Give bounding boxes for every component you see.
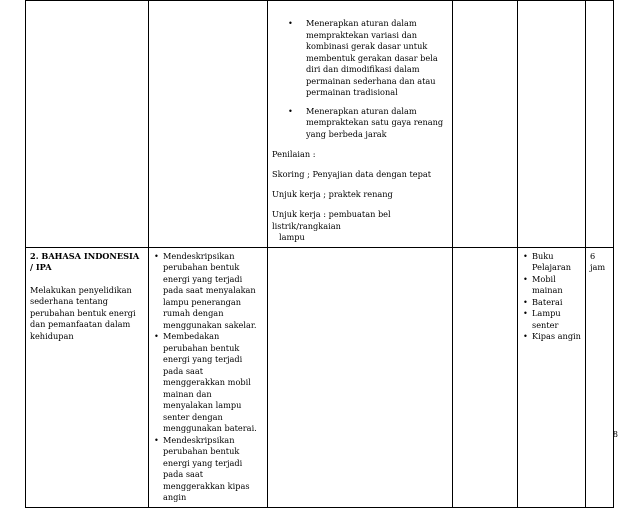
activity-list [272, 18, 448, 140]
cell-subject-empty [26, 1, 149, 248]
resource-list [522, 251, 581, 343]
document-page [25, 0, 613, 508]
list-item: • Mendeskripsikan perubahan bentuk energi yang terjadi pada saat menggerakkan kipas angin [153, 435, 263, 504]
cell-empty [453, 1, 518, 248]
cell-time: 6 jam [586, 247, 614, 507]
list-item: • Baterai [522, 297, 581, 309]
lesson-plan-table [25, 0, 614, 508]
indicator-list [153, 251, 263, 504]
list-item: • Kipas angin [522, 331, 581, 343]
list-item: • Lampu senter [522, 308, 581, 331]
subject-title: 2. BAHASA INDONESIA / IPA [30, 250, 140, 272]
cell-activities [268, 1, 453, 248]
table-row [26, 247, 614, 507]
list-item: • Membedakan perubahan bentuk energi yang terjadi pada saat menggerakkan mobil mainan dan menyalakan lampu senter dengan menggunakan baterai. [153, 331, 263, 435]
penilaian-item: Unjuk kerja ; praktek renang [272, 189, 393, 199]
list-item: • Mendeskripsikan perubahan bentuk energi yang terjadi pada saat menyalakan lampu penerangan rumah dengan menggunakan sakelar. [153, 251, 263, 332]
list-item: • Menerapkan aturan dalam mempraktekan satu gaya renang yang berbeda jarak [272, 106, 448, 141]
penilaian-heading: Penilaian : [272, 149, 316, 159]
cell-indicators [149, 247, 268, 507]
cell-indicator-empty [149, 1, 268, 248]
page-number: 8 [612, 430, 618, 439]
penilaian-item-continuation: lampu [279, 232, 305, 242]
cell-activities-empty [268, 247, 453, 507]
penilaian-item: Unjuk kerja : pembuatan bel listrik/rangkaian [272, 209, 391, 231]
penilaian-item: Skoring ; Penyajian data dengan tepat [272, 169, 431, 179]
table-row [26, 1, 614, 248]
list-item: • Buku Pelajaran [522, 251, 581, 274]
cell-subject [26, 247, 149, 507]
list-item: • Mobil mainan [522, 274, 581, 297]
cell-empty [453, 247, 518, 507]
competency-text: Melakukan penyelidikan sederhana tentang perubahan bentuk energi dan pemanfaatan dalam kehidupan [30, 284, 136, 341]
list-item: • Menerapkan aturan dalam mempraktekan variasi dan kombinasi gerak dasar untuk membentuk gerakan dasar bela diri dan dimodifikasi dalam permainan sederhana dan atau permainan tradisional [272, 18, 448, 99]
cell-time-empty [586, 1, 614, 248]
cell-resources [518, 247, 586, 507]
cell-resources-empty [518, 1, 586, 248]
